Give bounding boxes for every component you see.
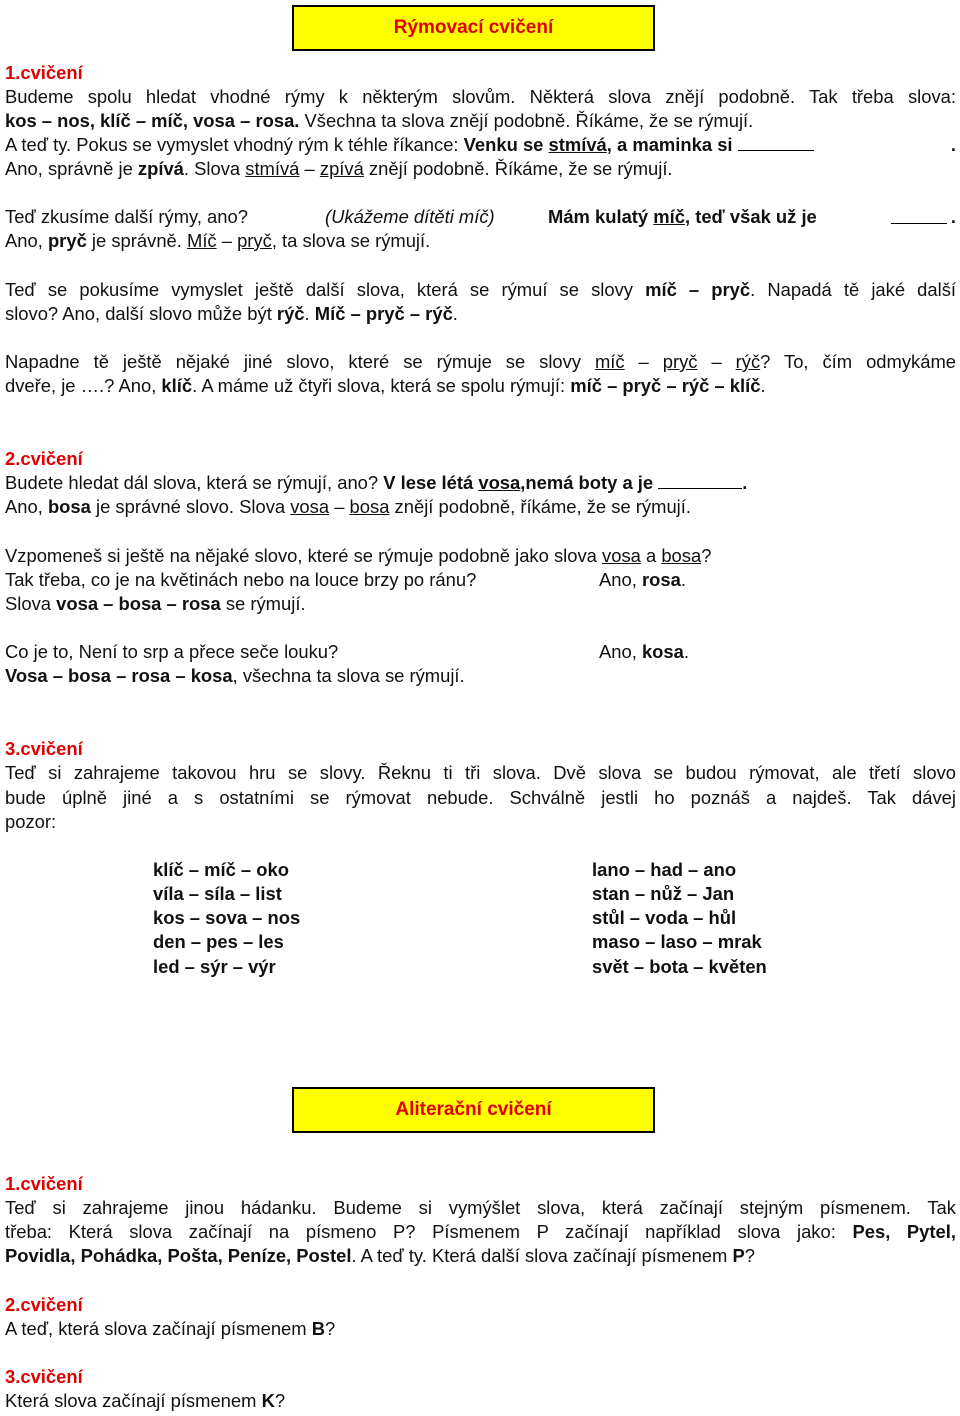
ex1-line: Ano, pryč je správně. Míč – pryč, ta slova se rýmují.: [5, 230, 431, 251]
ex3-heading: 3.cvičení: [5, 738, 83, 759]
word-triplet-row: den – pes – les maso – laso – mrak: [153, 931, 762, 952]
ex1-line: Teď zkusíme další rýmy, ano? (Ukážeme dítěti míč) Mám kulatý míč, teď však už je .: [5, 206, 956, 227]
al1-line: Teď si zahrajeme jinou hádanku. Budeme si vymýšlet slova, která začínají stejným písmenem. Tak: [5, 1197, 956, 1218]
al3-heading: 3.cvičení: [5, 1366, 83, 1387]
ex3-line: bude úplně jiné a s ostatními se rýmovat nebude. Schválně jestli ho poznáš a najdeš. Tak dávej: [5, 787, 956, 808]
al1-heading: 1.cvičení: [5, 1173, 83, 1194]
al1-line: třeba: Která slova začínají na písmeno P? Písmenem P začínají například slova jako: Pes, Pytel,: [5, 1221, 956, 1242]
ex1-line: Budeme spolu hledat vhodné rýmy k některým slovům. Některá slova znějí podobně. Tak třeba slova:: [5, 86, 956, 107]
word-triplet-row: kos – sova – nos stůl – voda – hůl: [153, 907, 737, 928]
answer-blank: [658, 474, 742, 489]
ex2-heading: 2.cvičení: [5, 448, 83, 469]
word-triplet-row: víla – síla – list stan – nůž – Jan: [153, 883, 735, 904]
ex1-line: kos – nos, klíč – míč, vosa – rosa. Všechna ta slova znějí podobně. Říkáme, že se rýmují.: [5, 110, 754, 131]
ex1-line: A teď ty. Pokus se vymyslet vhodný rým k téhle říkance: Venku se stmívá, a maminka si .: [5, 134, 956, 155]
rhyme-title-box: [292, 5, 655, 51]
ex2-line: Slova vosa – bosa – rosa se rýmují.: [5, 593, 306, 614]
ex1-line: dveře, je ….? Ano, klíč. A máme už čtyři slova, která se spolu rýmují: míč – pryč – rýč – klíč.: [5, 375, 766, 396]
ex1-line: slovo? Ano, další slovo může být rýč. Míč – pryč – rýč.: [5, 303, 458, 324]
word-triplet-row: led – sýr – výr svět – bota – květen: [153, 956, 767, 977]
ex3-line: Teď si zahrajeme takovou hru se slovy. Řeknu ti tři slova. Dvě slova se budou rýmovat, ale třetí slovo: [5, 762, 956, 783]
al1-line: Povidla, Pohádka, Pošta, Peníze, Postel. A teď ty. Která další slova začínají písmenem P?: [5, 1245, 755, 1266]
ex2-line: Vosa – bosa – rosa – kosa, všechna ta slova se rýmují.: [5, 665, 465, 686]
al2-line: A teď, která slova začínají písmenem B?: [5, 1318, 336, 1339]
ex1-line: Napadne tě ještě nějaké jiné slovo, které se rýmuje se slovy míč – pryč – rýč? To, čím odmykáme: [5, 351, 957, 372]
ex2-line: Ano, bosa je správné slovo. Slova vosa – bosa znějí podobně, říkáme, že se rýmují.: [5, 496, 691, 517]
rhyme-title: Rýmovací cvičení: [393, 17, 554, 38]
alliteration-title: Aliterační cvičení: [395, 1099, 552, 1120]
word-triplet-row: klíč – míč – oko lano – had – ano: [153, 859, 737, 880]
ex2-line: Budete hledat dál slova, která se rýmují, ano? V lese létá vosa,nemá boty a je .: [5, 472, 748, 493]
ex2-line: Tak třeba, co je na květinách nebo na louce brzy po ránu? Ano, rosa.: [5, 569, 686, 590]
ex1-line: Ano, správně je zpívá. Slova stmívá – zpívá znějí podobně. Říkáme, že se rýmují.: [5, 158, 673, 179]
answer-blank: [738, 136, 814, 151]
ex2-line: Vzpomeneš si ještě na nějaké slovo, které se rýmuje podobně jako slova vosa a bosa?: [5, 545, 712, 566]
al3-line: Která slova začínají písmenem K?: [5, 1390, 286, 1411]
ex1-heading: 1.cvičení: [5, 62, 83, 83]
answer-blank: [891, 209, 947, 224]
ex2-line: Co je to, Není to srp a přece seče louku? Ano, kosa.: [5, 641, 689, 662]
alliteration-title-box: [292, 1087, 655, 1133]
ex3-line: pozor:: [5, 811, 57, 832]
ex1-line: Teď se pokusíme vymyslet ještě další slova, která se rýmuí se slovy míč – pryč. Napadá tě jaké další: [5, 279, 957, 300]
al2-heading: 2.cvičení: [5, 1294, 83, 1315]
